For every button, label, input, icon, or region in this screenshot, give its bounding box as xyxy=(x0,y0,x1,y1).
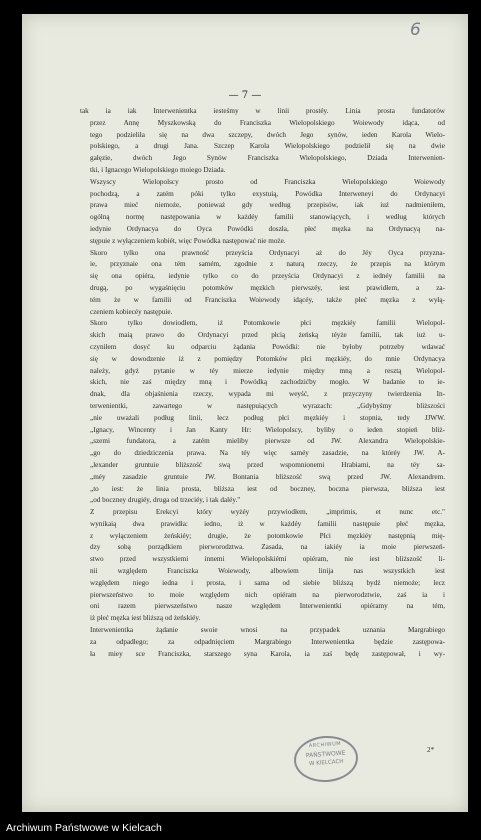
text-line: oni razem pierwszeństwo nasze względem Interwenientki opiéramy na tém, xyxy=(90,602,445,611)
text-line: iż płeć męzka iest bliższą od żeńskiéy. xyxy=(90,614,201,623)
text-line: stwo przed wszystkiemi innemi Wielopolskiémi opiéram, nie iest bliższość li- xyxy=(90,555,445,564)
text-line: Z przepisu Erekcyi który wyżéy przywiodłem, „imprimis, et nunc etc." xyxy=(90,508,445,517)
footer-caption: Archiwum Państwowe w Kielcach xyxy=(6,822,162,834)
text-line: ogólną normę następowania w każdéy familii stanowiących, i według których xyxy=(90,213,445,222)
text-line: drugą, po wygaśnięciu potomków męzkich pierwszéy, iest prawidłem, a za- xyxy=(90,283,445,292)
text-line: „szemi fundatora, a zatém mieliby pierwsze od JW. Alexandra Wielopolskie- xyxy=(90,437,445,446)
text-line: dzy sobą porządkiem pierworodztwa. Zasada, na iakiéy ia moie pierwszeń- xyxy=(90,543,445,552)
footer-bar xyxy=(0,818,481,840)
text-line: stępuie z wyłączeniem kobiét, więc Powódka następować nie może. xyxy=(90,236,286,245)
text-line: pierwszeństwo to moie względem nich opiéram na pierworodztwie, zaś ia i xyxy=(90,590,445,599)
text-line: dnak, dla objaśnienia rzeczy, wypada mi weyść, z przyczyny twierdzenia In- xyxy=(90,390,445,399)
text-line: tego podzieliła się na dwa szczepy, dwóch Jego synów, ieden Karola Wielo- xyxy=(90,130,445,139)
text-line: skich, nie zaś między mną i Powódką zachodzićby mogło. W badanie to ie- xyxy=(90,378,445,387)
text-line: Wszyscy Wielopolscy prosto od Franciszka Wielopolskiego Woiewody xyxy=(90,177,445,186)
text-line: „go do dziedziczenia prawa. Na téy więc saméy zasadzie, na któréy JW. A- xyxy=(90,449,445,458)
page-header: — 7 — xyxy=(228,90,262,101)
text-line: przez Annę Myszkowską do Franciszka Wielopolskiego Woiewody idąca, od xyxy=(90,118,445,127)
text-line: się w dowodzenie iż z pomiędzy Potomków płci męzkiéy, do mnie Ordynacya xyxy=(90,354,445,363)
text-line: czyniłem dosyć ku odparciu żądania Powódki: nie byłoby potrzeby wdawać xyxy=(90,342,445,351)
text-line: względem niego iedna i prosta, i sama od siebie bliższą bydź niemoże; lecz xyxy=(90,578,445,587)
text-line: terwenientki, zawartego w następuiących wyrazach: „Gdybyśmy bliższości xyxy=(90,401,445,410)
text-line: wynikaią dwa prawidła: iedno, iż w każdéy familii następuie płeć męzka, xyxy=(90,519,445,528)
text-line: polskiego, a drugi Jana. Szczep Karola Wielopolskiego podzielił się na dwie xyxy=(90,142,445,151)
text-line: Interwenientka żądanie swoie wnosi na przypadek uznania Margrabiego xyxy=(90,626,445,635)
archive-stamp xyxy=(292,734,359,784)
body-text xyxy=(80,106,445,660)
text-line: skich maią prawo do Ordynacyi przed płcią żeńską téyże familii, tak iuż u- xyxy=(90,331,445,340)
text-line: iedynie Ordynacya do Oyca Powódki doszła, płeć męzka na Ordynacyą na- xyxy=(90,224,445,233)
stamp-line-2: PAŃSTWOWE xyxy=(305,749,346,760)
text-line: tém że w familii od Franciszka Woiewody idącéy, także płeć męzka z wyłą- xyxy=(90,295,445,304)
text-line: należy, gdyż pytanie w téy mierze iedynie między mną a resztą Wielopol- xyxy=(90,366,445,375)
text-line: „nie uważali podług linii, lecz podług płci męzkiéy i stopnia, tedy JJWW. xyxy=(90,413,445,422)
text-line: czeniem kobiecéy następuie. xyxy=(90,307,173,316)
text-line: pochodzą, a zatém póki tylko exystuią, Powódka Interweneyi do Ordynacyi xyxy=(90,189,445,198)
text-line: nii względem Franciszka Woiewody, albowiem linija nas wszystkich iest xyxy=(90,567,445,576)
text-line: z wyłączeniem żeńskiéy; drugie, że potomkowie Płci męzkiéy następnią mię- xyxy=(90,531,445,540)
text-line: za odpadłego; za odpadnięciem Margrabiego Interwenientka będzie zastępowa- xyxy=(90,637,445,646)
text-line: gałęzie, dwóch Jego Synów Franciszka Wielopolskiego, Dziada Interwenien- xyxy=(90,154,445,163)
text-line: „od boczney drugiéy, druga od trzeciéy, i tak daléy." xyxy=(90,496,241,505)
text-line: ie, przyznaie ona tém samém, zgodnie z naturą rzeczy, że przepis na którym xyxy=(90,260,445,269)
archive-page-number: 6 xyxy=(410,20,421,40)
text-line: „Ignacy, Wincenty i Jan Kanty Hr: Wielopolscy, byliby o ieden stopień bliż- xyxy=(90,425,445,434)
text-line: „to iest: że linia prosta, bliższa iest od boczney, boczna pierwsza, bliższa iest xyxy=(90,484,445,493)
text-line: „lexander gruntuie bliższość swą przed wspomnionemi Hrabiami, na téy sa- xyxy=(90,460,445,469)
text-line: ła miey sce Franciszka, starszego syna Karola, ia zaś będę zastępował, i wy- xyxy=(90,649,445,658)
text-line: prawa mieć niemoże, ponieważ gdy według przepisów, iak iuż nadmieniłem, xyxy=(90,201,445,210)
stamp-line-3: W KIELCACH xyxy=(308,758,344,768)
stamp-line-1: ARCHIWUM xyxy=(308,740,342,750)
text-line: się ona opiéra, iedynie tylko co do przeyścia Ordynacyi z iednéy familii na xyxy=(90,272,445,281)
signature-mark: 2* xyxy=(427,746,435,754)
text-line: Skoro tylko dowiodłem, iż Potomkowie płci męzkiéy familii Wielopol- xyxy=(90,319,445,328)
text-line: tak ia iak Interwenientka iesteśmy w linii prostéy. Linia prosta fundatorów xyxy=(80,107,445,115)
document-page xyxy=(22,14,468,812)
text-line: „méy zasadzie gruntuie JW. Bontania bliższość swą przed JW. Alexandrem. xyxy=(90,472,445,481)
text-line: Skoro tylko ona prawność przeyścia Ordynacyi aż do Jéy Oyca przyzna- xyxy=(90,248,445,257)
text-line: tki, i Ignacego Wielopolskiego moiego Dziada. xyxy=(90,165,226,174)
